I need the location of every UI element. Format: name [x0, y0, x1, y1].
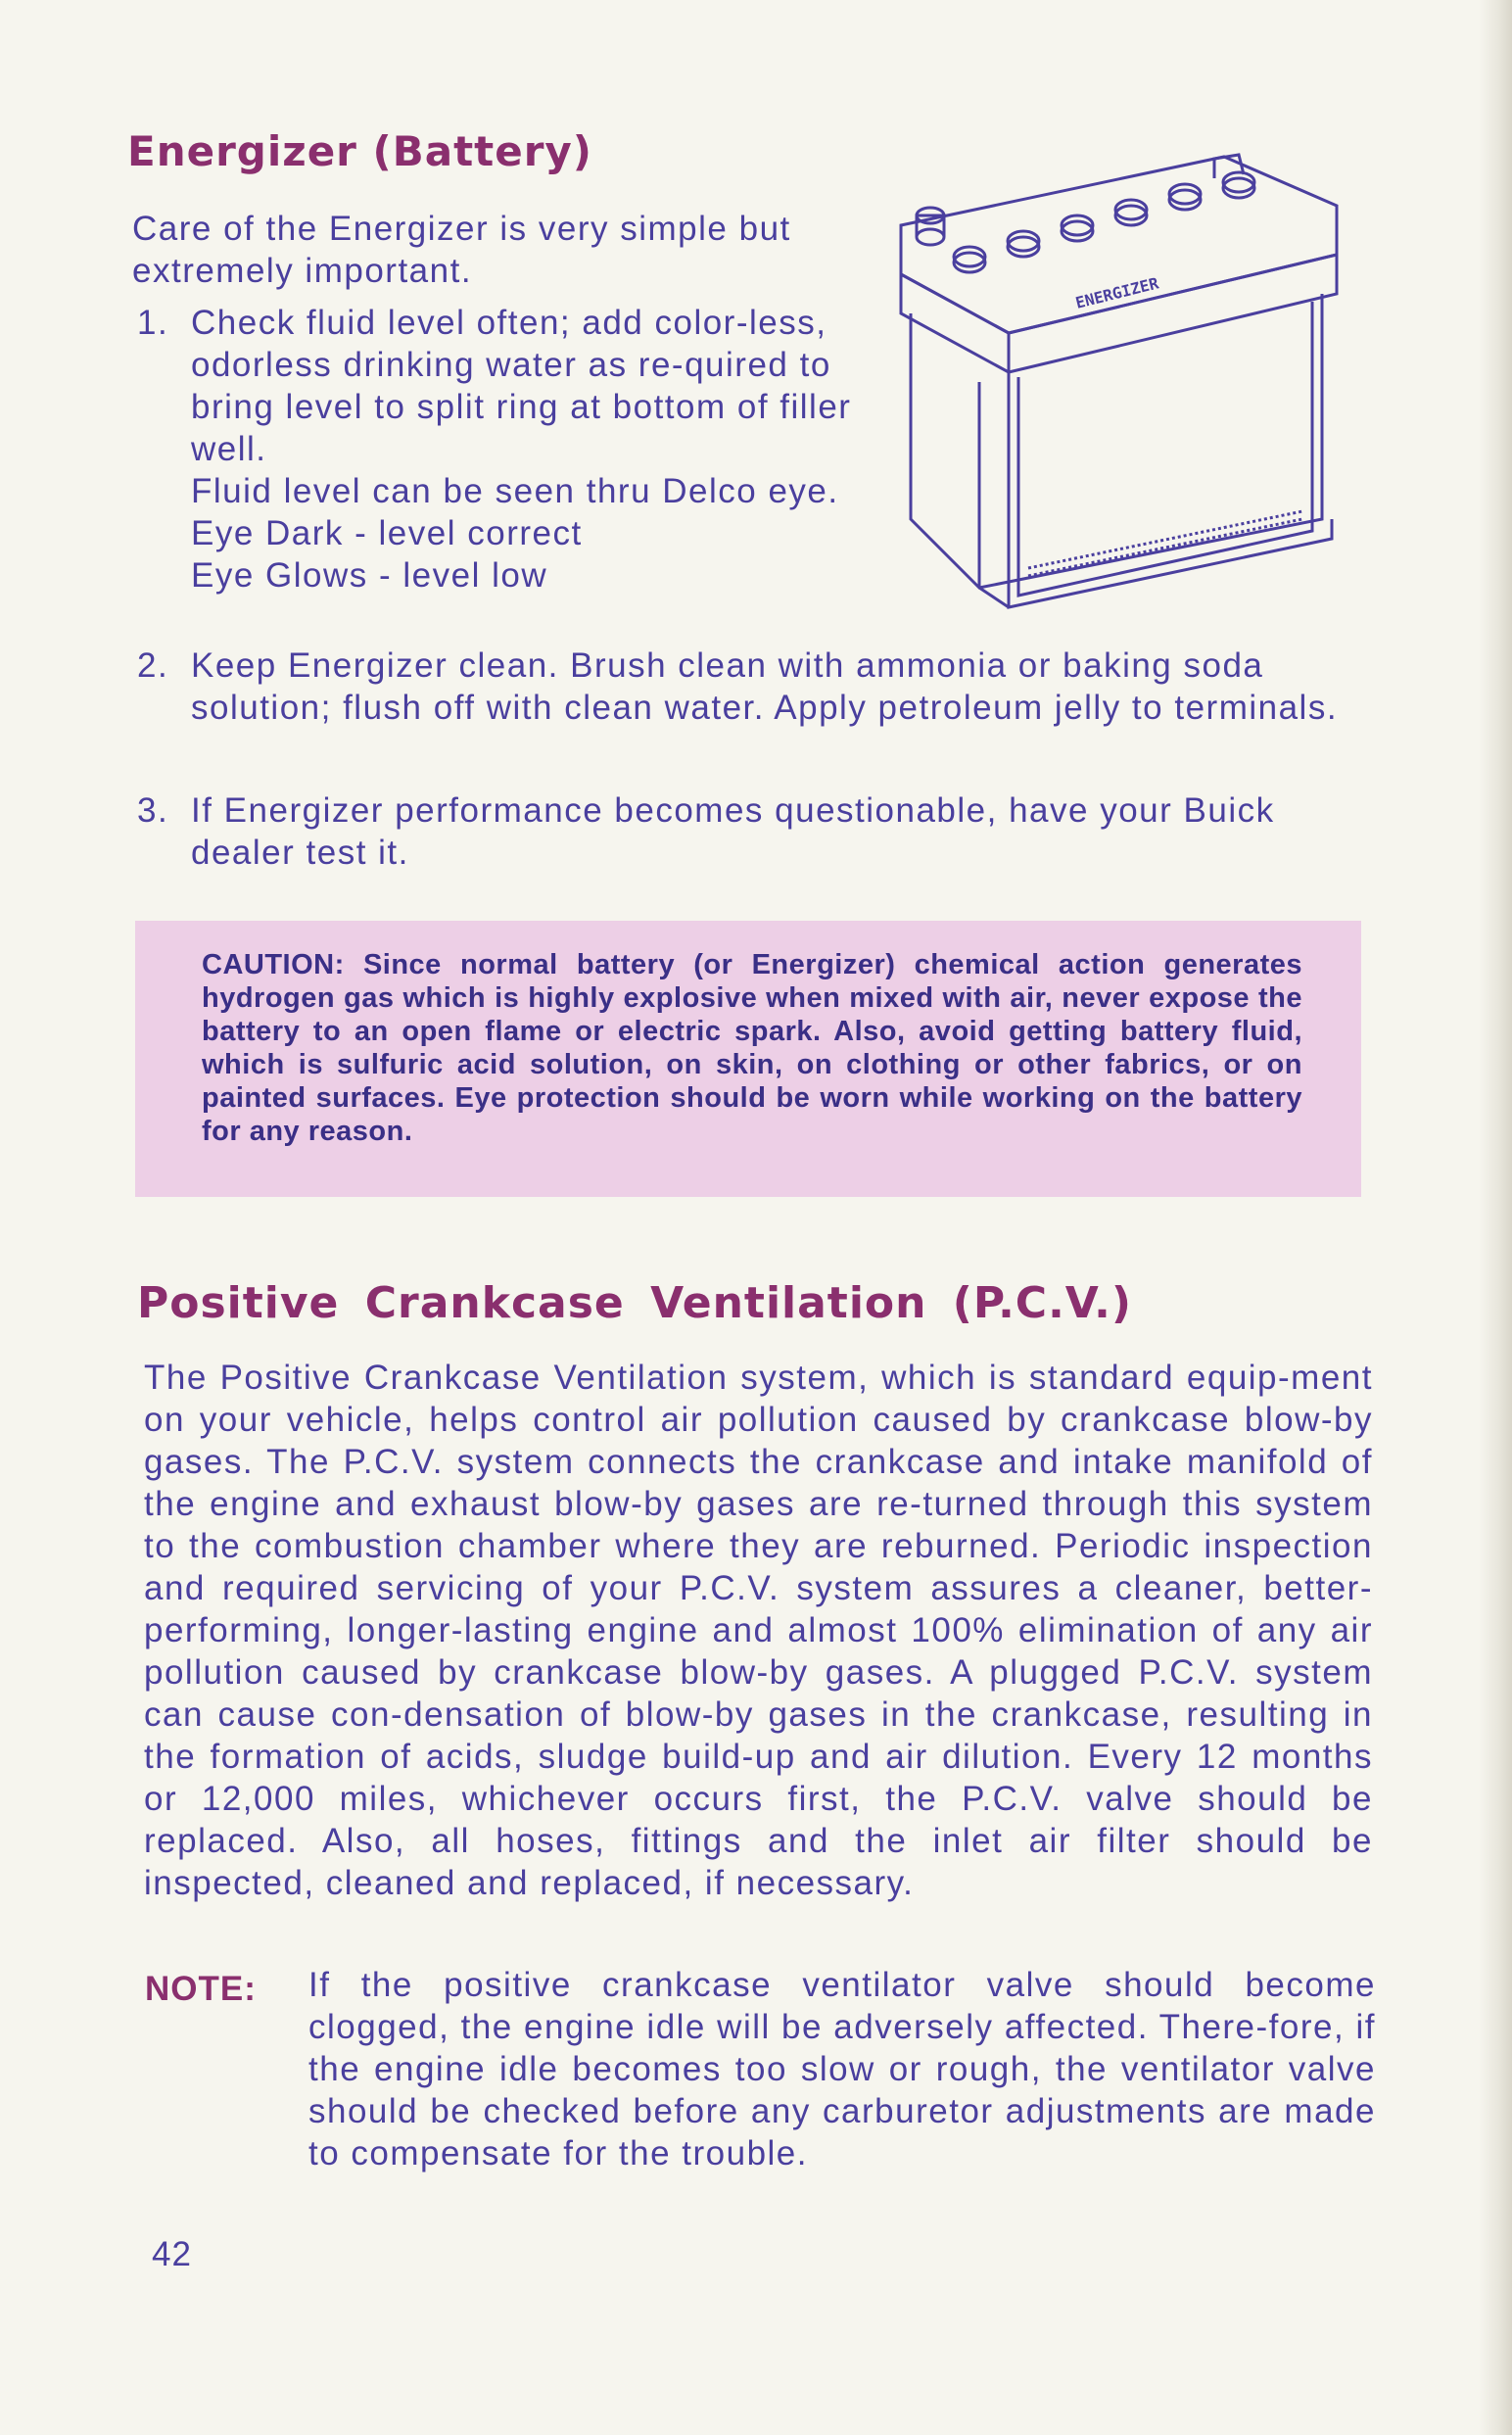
energizer-intro: Care of the Energizer is very simple but extremely important. [132, 210, 791, 290]
list-item-text: Fluid level can be seen thru Delco eye. [191, 472, 839, 510]
battery-illustration [872, 147, 1361, 617]
section-title-pcv: Positive Crankcase Ventilation (P.C.V.) [137, 1278, 1132, 1328]
pcv-body: The Positive Crankcase Ventilation system, which is standard equip-ment on your vehicle, helps control air pollution caused by crankcase blow-by gases. The P.C.V. system connects the crankcase and intake manifold of the engine and exhaust blow-by gases are re-turned through this system to the combustion chamber where they are reburned. Periodic inspection and required servicing of your P.C.V. system assures a cleaner, better-performing, longer-lasting engine and almost 100% elimination of any air pollution caused by crankcase blow-by gases. A plugged P.C.V. system can cause con-densation of blow-by gases in the crankcase, resulting in the formation of acids, sludge build-up and air dilution. Every 12 months or 12,000 miles, whichever occurs first, the P.C.V. valve should be replaced. Also, all hoses, fittings and the inlet air filter should be inspected, cleaned and replaced, if necessary. [144, 1359, 1373, 1902]
list-item-text: Eye Dark - level correct [191, 514, 583, 552]
list-item-text: Check fluid level often; add color-less, odorless drinking water as re-quired to bring level to split ring at bottom of filler well. [191, 304, 852, 468]
list-item-number: 3. [137, 791, 169, 830]
note-text: If the positive crankcase ventilator valve should become clogged, the engine idle will be adversely affected. There-fore, if the engine idle becomes too slow or rough, the ventilator valve should be checked before any carburetor adjustments are made to compensate for the trouble. [308, 1966, 1376, 2172]
list-item-text: Keep Energizer clean. Brush clean with ammonia or baking soda solution; flush off with clean water. Apply petroleum jelly to terminals. [191, 646, 1339, 727]
page-edge [1479, 0, 1512, 2435]
note-label: NOTE: [145, 1970, 257, 2008]
list-item-number: 1. [137, 304, 169, 342]
list-item-text: If Energizer performance becomes questionable, have your Buick dealer test it. [191, 791, 1275, 872]
caution-text: CAUTION: Since normal battery (or Energizer) chemical action generates hydrogen gas which is highly explosive when mixed with air, never expose the battery to an open flame or electric spark. Also, avoid getting battery fluid, which is sulfuric acid solution, on skin, on clothing or other fabrics, or on painted surfaces. Eye protection should be worn while working on the battery for any reason. [202, 949, 1302, 1147]
list-item-text: Eye Glows - level low [191, 556, 548, 595]
section-title-energizer: Energizer (Battery) [127, 127, 592, 175]
caution-box [135, 921, 1361, 1197]
list-item-number: 2. [137, 646, 169, 685]
page-number: 42 [152, 2235, 192, 2273]
battery-label: ENERGIZER [1073, 273, 1161, 312]
